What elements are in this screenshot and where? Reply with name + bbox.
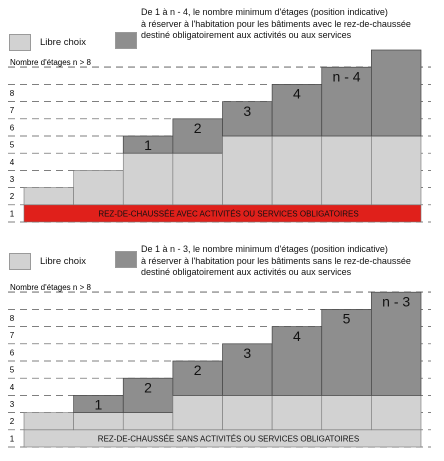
floor-number-label: 7	[9, 331, 15, 341]
step-number-label: 2	[193, 362, 202, 379]
floor-count-header: Nombre d'étages n > 8	[10, 58, 91, 67]
step-number-label: 4	[293, 85, 301, 102]
free-choice-block	[173, 395, 223, 429]
legend-free-label: Libre choix	[40, 37, 86, 48]
step-number-label: 2	[193, 120, 202, 136]
floor-number-label: 5	[9, 365, 15, 375]
legend-reserved-swatch	[115, 32, 137, 49]
free-choice-block	[24, 188, 74, 205]
legend-line: à réserver à l'habitation pour les bâtiments sans le rez-de-chaussée	[141, 255, 411, 266]
floor-number-label: 2	[9, 417, 15, 427]
floor-number-label: 2	[9, 192, 15, 202]
floor-number-label: 3	[9, 175, 15, 184]
ground-floor-label: REZ-DE-CHAUSSÉE AVEC ACTIVITÉS OU SERVICES OBLIGATOIRES	[98, 209, 359, 219]
floor-count-header: Nombre d'étages n > 8	[10, 283, 91, 292]
floor-number-label: 8	[9, 89, 15, 98]
step-number-label: 2	[144, 379, 152, 396]
legend-free-swatch	[9, 253, 31, 270]
legend-line: De 1 à n - 4, le nombre minimum d'étages (position indicative)	[141, 7, 388, 17]
free-choice-block	[371, 136, 421, 205]
floor-number-label: 8	[9, 314, 15, 323]
step-number-label: n - 3	[382, 293, 411, 310]
legend-line: destiné obligatoirement aux activités ou aux services	[141, 30, 352, 40]
free-choice-block	[123, 153, 173, 205]
free-choice-block	[173, 153, 223, 205]
floor-number-label: 4	[9, 157, 15, 167]
free-choice-block	[24, 413, 74, 430]
step-number-label: 3	[243, 345, 252, 361]
free-choice-block	[272, 136, 322, 205]
reserved-housing-block	[371, 50, 421, 136]
floor-number-label: 1	[9, 434, 15, 444]
free-choice-block	[74, 413, 124, 430]
step-number-label: 1	[144, 137, 152, 154]
free-choice-block	[272, 395, 322, 429]
legend-reserved-swatch	[115, 251, 137, 268]
step-number-label: 3	[243, 102, 252, 119]
floor-number-label: 6	[9, 123, 15, 133]
floor-number-label: 4	[9, 382, 15, 392]
building-floor-diagram-without-activities	[0, 285, 444, 455]
floor-number-label: 3	[9, 400, 15, 409]
step-number-label: n - 4	[332, 68, 361, 85]
free-choice-block	[74, 170, 124, 204]
free-choice-block	[223, 395, 273, 429]
legend-free-label: Libre choix	[40, 256, 86, 267]
step-number-label: 4	[293, 327, 301, 344]
legend-description	[141, 244, 441, 279]
free-choice-block	[123, 413, 173, 430]
free-choice-block	[322, 395, 372, 429]
floor-number-label: 1	[9, 209, 15, 219]
building-floor-diagram-with-activities	[0, 60, 444, 230]
legend-line: à réserver à l'habitation pour les bâtiments avec le rez-de-chaussée	[141, 18, 411, 29]
legend-line: De 1 à n - 3, le nombre minimum d'étages (position indicative)	[141, 244, 388, 254]
legend-free-swatch	[9, 34, 31, 51]
free-choice-block	[322, 136, 372, 205]
ground-floor-label: REZ-DE-CHAUSSÉE SANS ACTIVITÉS OU SERVICES OBLIGATOIRES	[97, 434, 360, 444]
legend-line: destiné obligatoirement aux activités ou aux services	[141, 267, 352, 277]
step-number-label: 1	[94, 396, 103, 413]
free-choice-block	[371, 395, 421, 429]
floor-number-label: 5	[9, 140, 15, 150]
floor-number-label: 7	[9, 106, 15, 116]
step-number-label: 5	[342, 310, 351, 327]
floor-number-label: 6	[9, 348, 15, 358]
free-choice-block	[223, 136, 273, 205]
legend-description	[141, 7, 441, 42]
